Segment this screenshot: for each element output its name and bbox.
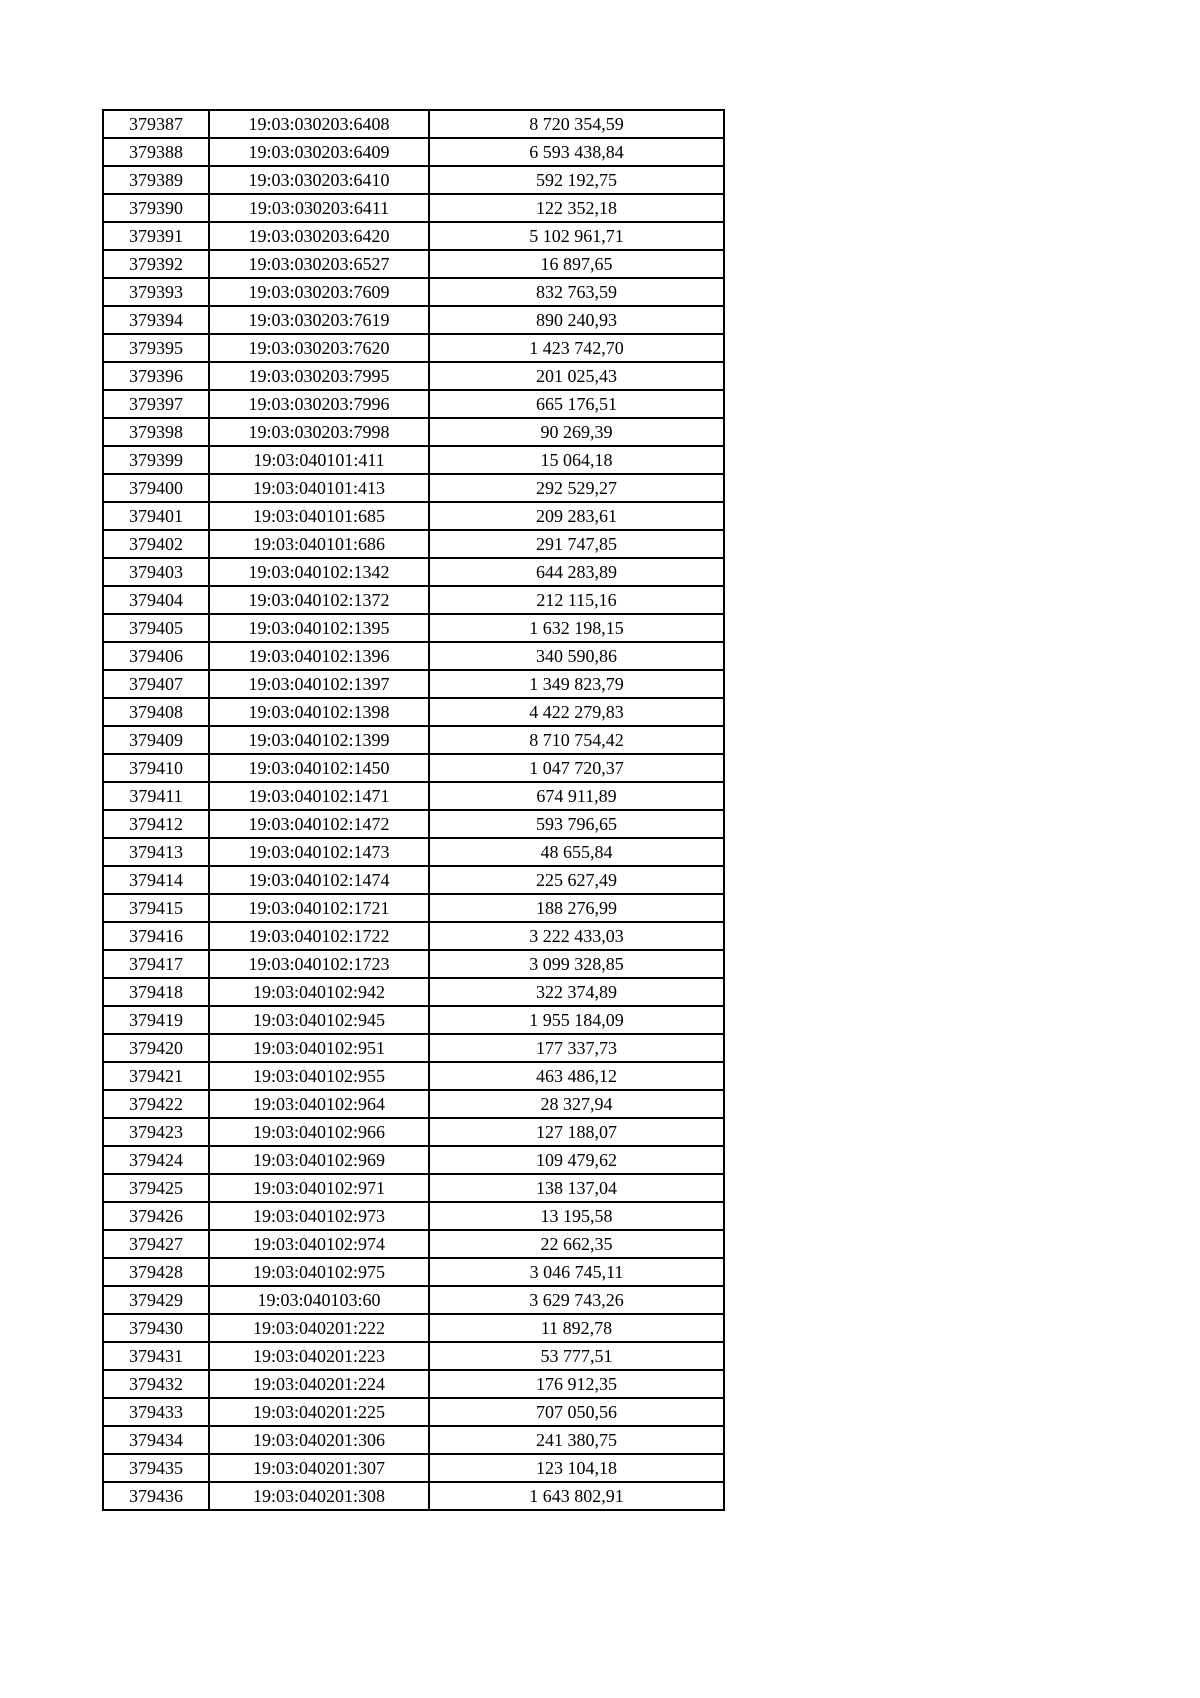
- cadastral-number-cell: 19:03:040201:222: [209, 1314, 429, 1342]
- table-row: [103, 474, 724, 502]
- cadastral-value-cell: 127 188,07: [429, 1118, 724, 1146]
- cadastral-number-cell: 19:03:030203:7995: [209, 362, 429, 390]
- table-row: [103, 1034, 724, 1062]
- row-number-cell: 379430: [103, 1314, 209, 1342]
- table-row: [103, 1454, 724, 1482]
- table-row: [103, 670, 724, 698]
- table-row: [103, 222, 724, 250]
- cadastral-value-cell: 122 352,18: [429, 194, 724, 222]
- table-row: [103, 698, 724, 726]
- cadastral-number-cell: 19:03:040102:969: [209, 1146, 429, 1174]
- cadastral-value-cell: 291 747,85: [429, 530, 724, 558]
- row-number-cell: 379428: [103, 1258, 209, 1286]
- table-body: [103, 110, 724, 1510]
- cadastral-value-cell: 241 380,75: [429, 1426, 724, 1454]
- cadastral-number-cell: 19:03:040102:1450: [209, 754, 429, 782]
- table-row: [103, 390, 724, 418]
- cadastral-value-cell: 1 643 802,91: [429, 1482, 724, 1510]
- table-row: [103, 642, 724, 670]
- cadastral-number-cell: 19:03:040102:1396: [209, 642, 429, 670]
- cadastral-value-cell: 4 422 279,83: [429, 698, 724, 726]
- table-row: [103, 586, 724, 614]
- cadastral-value-cell: 90 269,39: [429, 418, 724, 446]
- table-row: [103, 1482, 724, 1510]
- cadastral-number-cell: 19:03:040102:945: [209, 1006, 429, 1034]
- table-row: [103, 614, 724, 642]
- cadastral-value-cell: 209 283,61: [429, 502, 724, 530]
- row-number-cell: 379422: [103, 1090, 209, 1118]
- cadastral-number-cell: 19:03:040103:60: [209, 1286, 429, 1314]
- cadastral-value-cell: 1 047 720,37: [429, 754, 724, 782]
- cadastral-value-cell: 53 777,51: [429, 1342, 724, 1370]
- cadastral-value-cell: 22 662,35: [429, 1230, 724, 1258]
- table-row: [103, 1342, 724, 1370]
- cadastral-value-cell: 13 195,58: [429, 1202, 724, 1230]
- row-number-cell: 379429: [103, 1286, 209, 1314]
- cadastral-value-cell: 11 892,78: [429, 1314, 724, 1342]
- table-row: [103, 250, 724, 278]
- cadastral-value-cell: 674 911,89: [429, 782, 724, 810]
- cadastral-value-cell: 8 710 754,42: [429, 726, 724, 754]
- table-row: [103, 362, 724, 390]
- table-row: [103, 1258, 724, 1286]
- table-row: [103, 726, 724, 754]
- row-number-cell: 379411: [103, 782, 209, 810]
- table-row: [103, 334, 724, 362]
- row-number-cell: 379402: [103, 530, 209, 558]
- row-number-cell: 379399: [103, 446, 209, 474]
- cadastral-value-cell: 463 486,12: [429, 1062, 724, 1090]
- cadastral-value-cell: 5 102 961,71: [429, 222, 724, 250]
- cadastral-number-cell: 19:03:040102:1399: [209, 726, 429, 754]
- table-row: [103, 166, 724, 194]
- table-row: [103, 810, 724, 838]
- cadastral-value-cell: 176 912,35: [429, 1370, 724, 1398]
- cadastral-number-cell: 19:03:030203:6410: [209, 166, 429, 194]
- table-row: [103, 1426, 724, 1454]
- row-number-cell: 379393: [103, 278, 209, 306]
- row-number-cell: 379398: [103, 418, 209, 446]
- cadastral-value-cell: 1 955 184,09: [429, 1006, 724, 1034]
- row-number-cell: 379426: [103, 1202, 209, 1230]
- table-row: [103, 1118, 724, 1146]
- cadastral-value-cell: 593 796,65: [429, 810, 724, 838]
- cadastral-value-cell: 177 337,73: [429, 1034, 724, 1062]
- row-number-cell: 379401: [103, 502, 209, 530]
- cadastral-number-cell: 19:03:040201:224: [209, 1370, 429, 1398]
- row-number-cell: 379412: [103, 810, 209, 838]
- cadastral-number-cell: 19:03:040102:1372: [209, 586, 429, 614]
- table-row: [103, 138, 724, 166]
- cadastral-number-cell: 19:03:040102:951: [209, 1034, 429, 1062]
- table-row: [103, 894, 724, 922]
- table-row: [103, 446, 724, 474]
- cadastral-number-cell: 19:03:040102:1397: [209, 670, 429, 698]
- cadastral-value-cell: 322 374,89: [429, 978, 724, 1006]
- table-row: [103, 1314, 724, 1342]
- row-number-cell: 379387: [103, 110, 209, 138]
- row-number-cell: 379389: [103, 166, 209, 194]
- row-number-cell: 379413: [103, 838, 209, 866]
- table-row: [103, 838, 724, 866]
- cadastral-number-cell: 19:03:040101:685: [209, 502, 429, 530]
- cadastral-value-cell: 201 025,43: [429, 362, 724, 390]
- cadastral-number-cell: 19:03:030203:6527: [209, 250, 429, 278]
- row-number-cell: 379419: [103, 1006, 209, 1034]
- cadastral-value-cell: 707 050,56: [429, 1398, 724, 1426]
- table-row: [103, 530, 724, 558]
- table-row: [103, 1146, 724, 1174]
- cadastral-number-cell: 19:03:040201:306: [209, 1426, 429, 1454]
- cadastral-value-cell: 1 423 742,70: [429, 334, 724, 362]
- table-row: [103, 306, 724, 334]
- cadastral-value-cell: 138 137,04: [429, 1174, 724, 1202]
- cadastral-value-cell: 8 720 354,59: [429, 110, 724, 138]
- row-number-cell: 379432: [103, 1370, 209, 1398]
- cadastral-number-cell: 19:03:030203:6409: [209, 138, 429, 166]
- row-number-cell: 379434: [103, 1426, 209, 1454]
- cadastral-number-cell: 19:03:040101:411: [209, 446, 429, 474]
- cadastral-value-cell: 1 349 823,79: [429, 670, 724, 698]
- row-number-cell: 379425: [103, 1174, 209, 1202]
- cadastral-value-cell: 832 763,59: [429, 278, 724, 306]
- row-number-cell: 379388: [103, 138, 209, 166]
- cadastral-value-cell: 28 327,94: [429, 1090, 724, 1118]
- table-row: [103, 1090, 724, 1118]
- cadastral-value-cell: 225 627,49: [429, 866, 724, 894]
- row-number-cell: 379424: [103, 1146, 209, 1174]
- row-number-cell: 379403: [103, 558, 209, 586]
- cadastral-number-cell: 19:03:040201:225: [209, 1398, 429, 1426]
- cadastral-number-cell: 19:03:030203:7996: [209, 390, 429, 418]
- cadastral-value-cell: 16 897,65: [429, 250, 724, 278]
- row-number-cell: 379408: [103, 698, 209, 726]
- row-number-cell: 379390: [103, 194, 209, 222]
- cadastral-value-cell: 15 064,18: [429, 446, 724, 474]
- row-number-cell: 379400: [103, 474, 209, 502]
- row-number-cell: 379427: [103, 1230, 209, 1258]
- cadastral-number-cell: 19:03:040201:308: [209, 1482, 429, 1510]
- cadastral-number-cell: 19:03:040102:973: [209, 1202, 429, 1230]
- table-row: [103, 1062, 724, 1090]
- table-row: [103, 418, 724, 446]
- row-number-cell: 379431: [103, 1342, 209, 1370]
- row-number-cell: 379415: [103, 894, 209, 922]
- row-number-cell: 379404: [103, 586, 209, 614]
- row-number-cell: 379420: [103, 1034, 209, 1062]
- cadastral-number-cell: 19:03:040101:686: [209, 530, 429, 558]
- row-number-cell: 379392: [103, 250, 209, 278]
- cadastral-number-cell: 19:03:040102:1398: [209, 698, 429, 726]
- cadastral-number-cell: 19:03:040201:223: [209, 1342, 429, 1370]
- cadastral-number-cell: 19:03:040102:1471: [209, 782, 429, 810]
- row-number-cell: 379435: [103, 1454, 209, 1482]
- row-number-cell: 379406: [103, 642, 209, 670]
- cadastral-value-cell: 6 593 438,84: [429, 138, 724, 166]
- cadastral-number-cell: 19:03:030203:7619: [209, 306, 429, 334]
- cadastral-value-cell: 3 099 328,85: [429, 950, 724, 978]
- cadastral-number-cell: 19:03:040102:1395: [209, 614, 429, 642]
- cadastral-number-cell: 19:03:030203:6408: [209, 110, 429, 138]
- cadastral-value-cell: 644 283,89: [429, 558, 724, 586]
- cadastral-value-cell: 188 276,99: [429, 894, 724, 922]
- cadastral-number-cell: 19:03:040102:955: [209, 1062, 429, 1090]
- cadastral-number-cell: 19:03:030203:7609: [209, 278, 429, 306]
- cadastral-number-cell: 19:03:040102:942: [209, 978, 429, 1006]
- row-number-cell: 379414: [103, 866, 209, 894]
- row-number-cell: 379407: [103, 670, 209, 698]
- table-row: [103, 1230, 724, 1258]
- cadastral-value-cell: 340 590,86: [429, 642, 724, 670]
- table-row: [103, 278, 724, 306]
- row-number-cell: 379418: [103, 978, 209, 1006]
- row-number-cell: 379405: [103, 614, 209, 642]
- cadastral-number-cell: 19:03:040102:1722: [209, 922, 429, 950]
- cadastral-number-cell: 19:03:040102:1721: [209, 894, 429, 922]
- row-number-cell: 379397: [103, 390, 209, 418]
- cadastral-number-cell: 19:03:040102:1473: [209, 838, 429, 866]
- cadastral-value-table: [102, 109, 725, 1511]
- cadastral-number-cell: 19:03:040102:1474: [209, 866, 429, 894]
- table-row: [103, 1174, 724, 1202]
- cadastral-value-cell: 665 176,51: [429, 390, 724, 418]
- table-row: [103, 558, 724, 586]
- row-number-cell: 379391: [103, 222, 209, 250]
- row-number-cell: 379395: [103, 334, 209, 362]
- cadastral-number-cell: 19:03:030203:7998: [209, 418, 429, 446]
- table-row: [103, 866, 724, 894]
- row-number-cell: 379421: [103, 1062, 209, 1090]
- cadastral-number-cell: 19:03:040102:1472: [209, 810, 429, 838]
- table-row: [103, 754, 724, 782]
- table-row: [103, 1286, 724, 1314]
- cadastral-value-cell: 890 240,93: [429, 306, 724, 334]
- cadastral-number-cell: 19:03:040102:971: [209, 1174, 429, 1202]
- cadastral-value-cell: 48 655,84: [429, 838, 724, 866]
- cadastral-number-cell: 19:03:040102:975: [209, 1258, 429, 1286]
- cadastral-number-cell: 19:03:040201:307: [209, 1454, 429, 1482]
- cadastral-value-cell: 212 115,16: [429, 586, 724, 614]
- table-row: [103, 1370, 724, 1398]
- cadastral-number-cell: 19:03:040102:964: [209, 1090, 429, 1118]
- cadastral-number-cell: 19:03:040102:1723: [209, 950, 429, 978]
- table-row: [103, 922, 724, 950]
- cadastral-number-cell: 19:03:040102:974: [209, 1230, 429, 1258]
- cadastral-value-cell: 292 529,27: [429, 474, 724, 502]
- row-number-cell: 379436: [103, 1482, 209, 1510]
- cadastral-number-cell: 19:03:040102:966: [209, 1118, 429, 1146]
- table-row: [103, 502, 724, 530]
- row-number-cell: 379396: [103, 362, 209, 390]
- cadastral-value-cell: 3 629 743,26: [429, 1286, 724, 1314]
- cadastral-number-cell: 19:03:040101:413: [209, 474, 429, 502]
- table-row: [103, 782, 724, 810]
- cadastral-value-cell: 3 222 433,03: [429, 922, 724, 950]
- row-number-cell: 379394: [103, 306, 209, 334]
- table-row: [103, 978, 724, 1006]
- row-number-cell: 379410: [103, 754, 209, 782]
- row-number-cell: 379433: [103, 1398, 209, 1426]
- row-number-cell: 379409: [103, 726, 209, 754]
- cadastral-value-cell: 592 192,75: [429, 166, 724, 194]
- table-row: [103, 194, 724, 222]
- row-number-cell: 379416: [103, 922, 209, 950]
- table-row: [103, 1006, 724, 1034]
- cadastral-number-cell: 19:03:030203:6420: [209, 222, 429, 250]
- cadastral-value-cell: 1 632 198,15: [429, 614, 724, 642]
- cadastral-value-cell: 123 104,18: [429, 1454, 724, 1482]
- cadastral-number-cell: 19:03:030203:6411: [209, 194, 429, 222]
- table-row: [103, 950, 724, 978]
- cadastral-value-cell: 3 046 745,11: [429, 1258, 724, 1286]
- cadastral-number-cell: 19:03:040102:1342: [209, 558, 429, 586]
- table-row: [103, 1398, 724, 1426]
- row-number-cell: 379417: [103, 950, 209, 978]
- table-row: [103, 110, 724, 138]
- table-row: [103, 1202, 724, 1230]
- cadastral-value-cell: 109 479,62: [429, 1146, 724, 1174]
- cadastral-number-cell: 19:03:030203:7620: [209, 334, 429, 362]
- row-number-cell: 379423: [103, 1118, 209, 1146]
